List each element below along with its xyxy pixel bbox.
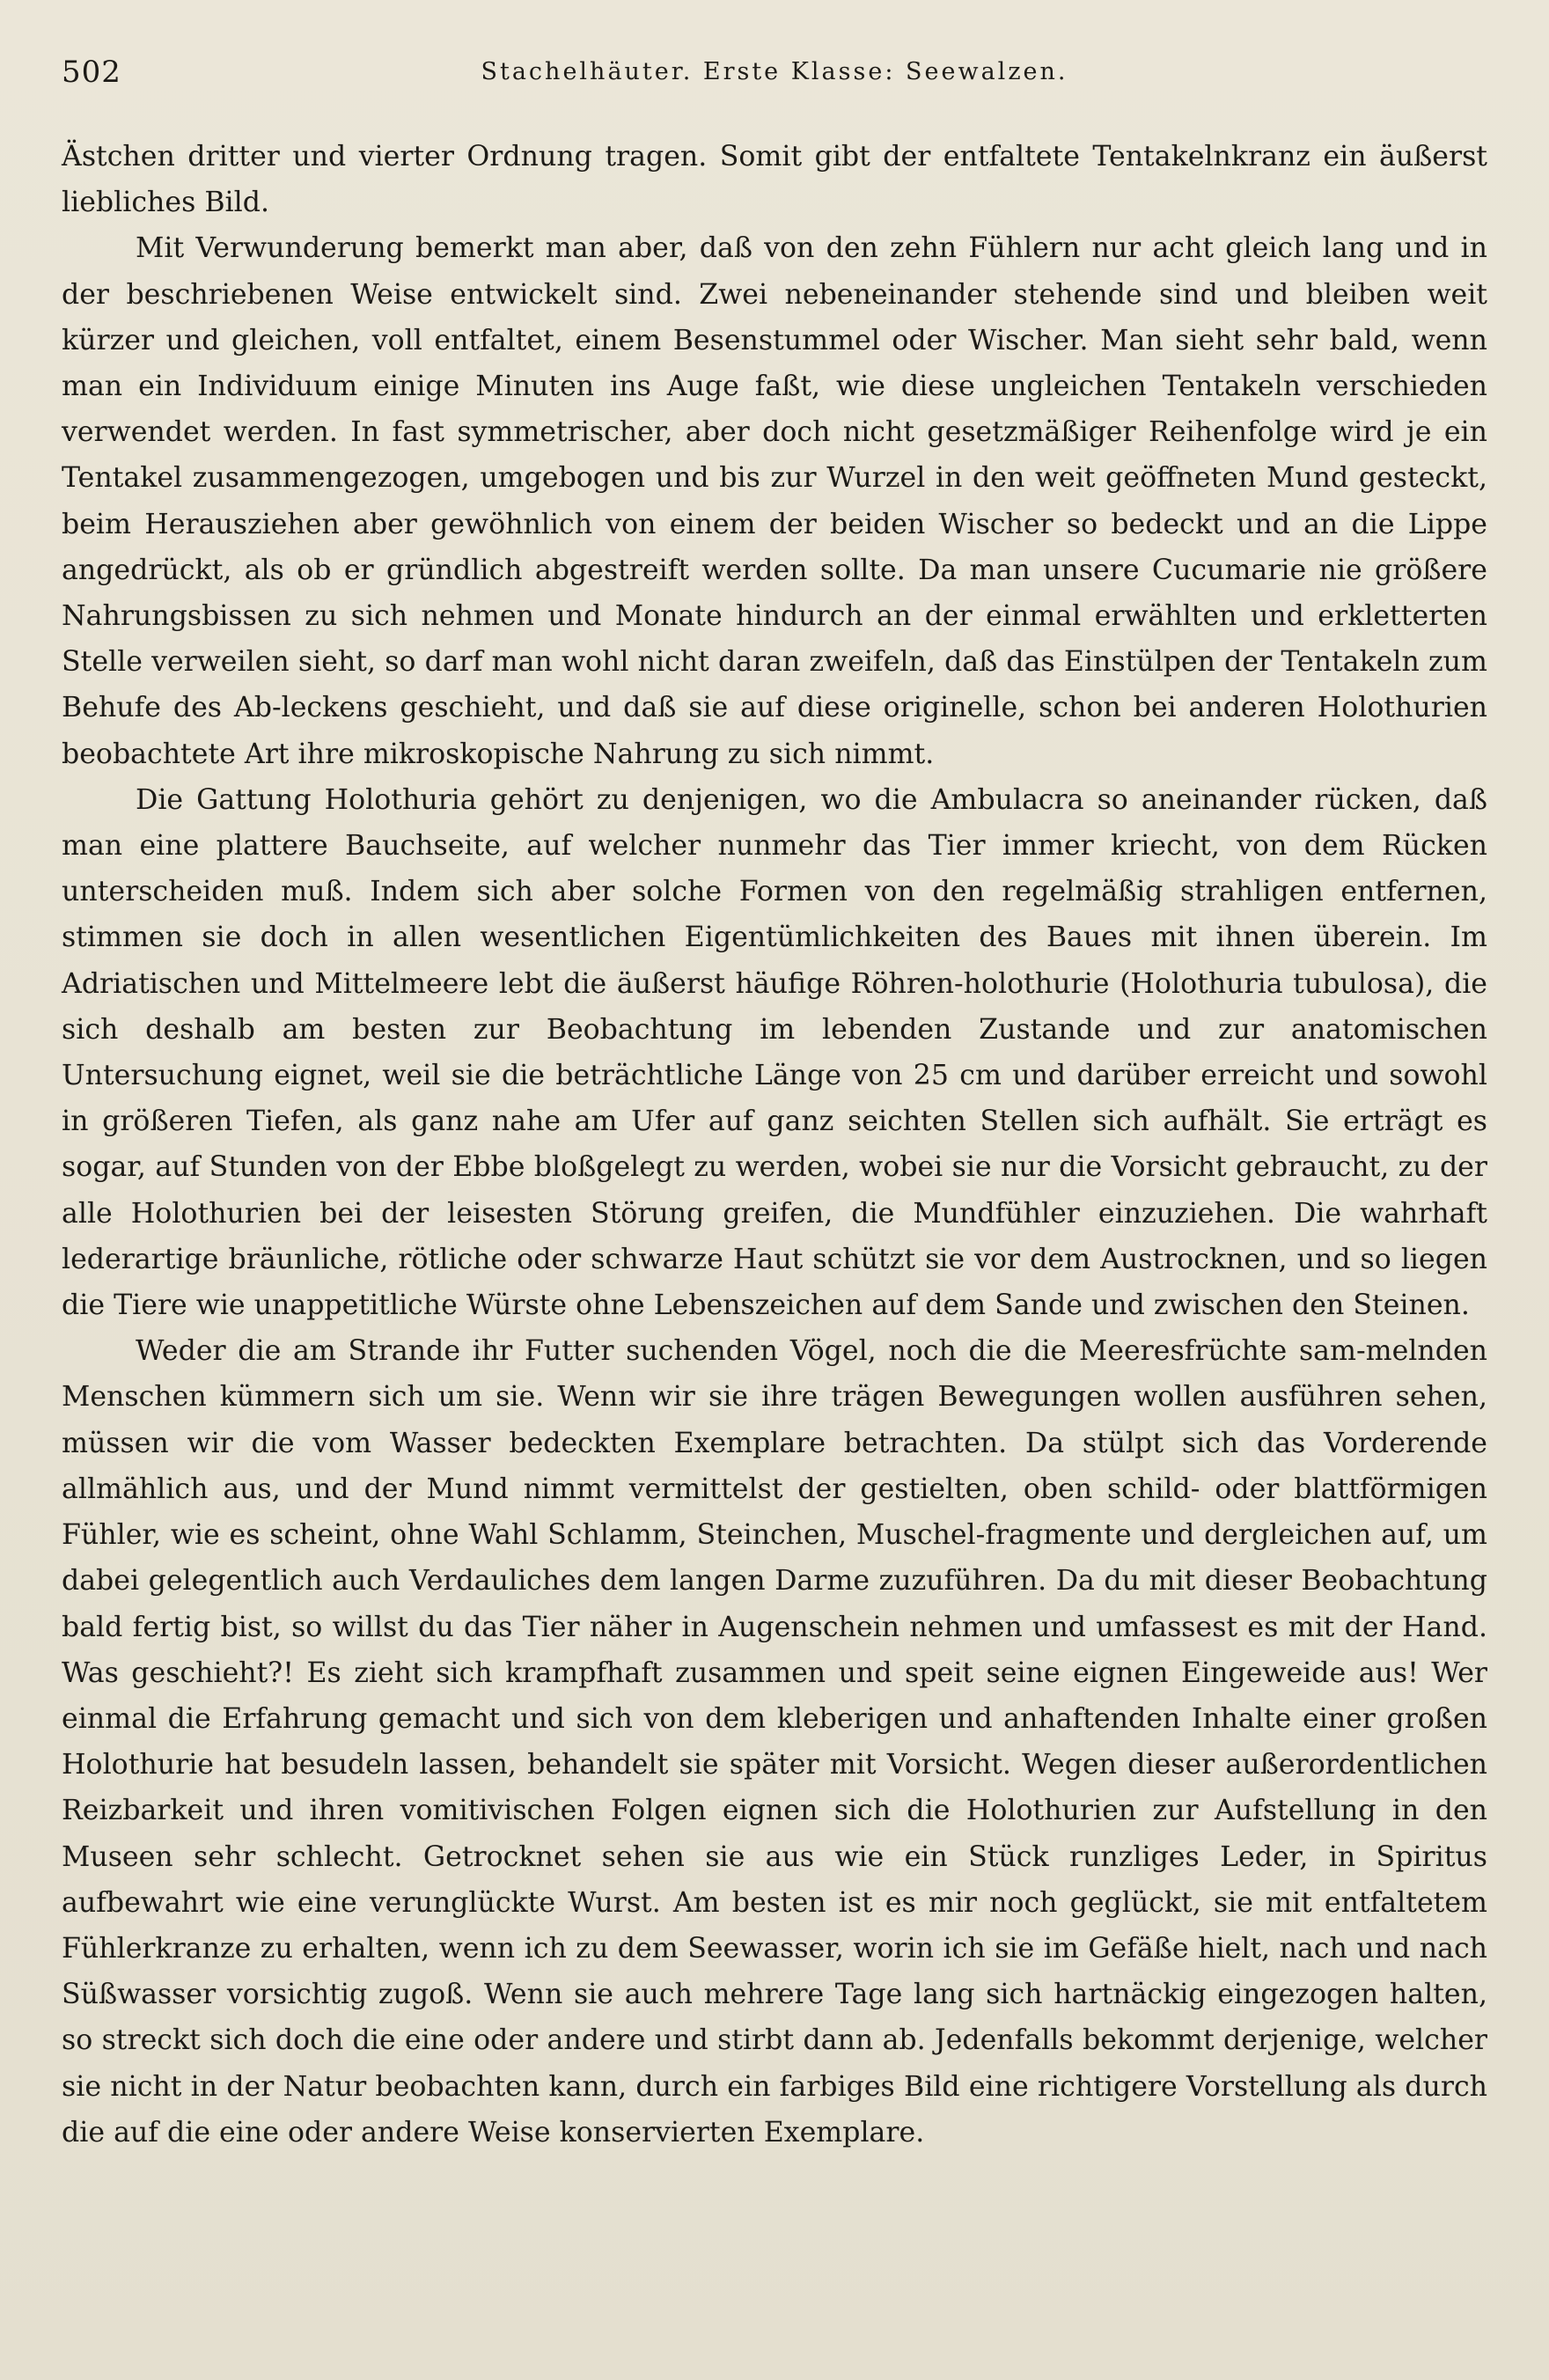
body-text (62, 134, 1487, 2156)
paragraph-behaviour: Weder die am Strande ihr Futter suchenden Vögel, noch die die Meeresfrüchte sam-melnden Menschen kümmern sich um sie. Wenn wir sie ihre trägen Bewegungen wollen ausführen sehen, müssen wir die vom Wasser bedeckten Exemplare betrachten. Da stülpt sich das Vorderende allmählich aus, und der Mund nimmt vermittelst der gestielten, oben schild- oder blattförmigen Fühler, wie es scheint, ohne Wahl Schlamm, Steinchen, Muschel-fragmente und dergleichen auf, um dabei gelegentlich auch Verdauliches dem langen Darme zuzuführen. Da du mit dieser Beobachtung bald fertig bist, so willst du das Tier näher in Augenschein nehmen und umfassest es mit der Hand. Was geschieht?! Es zieht sich krampfhaft zusammen und speit seine eignen Eingeweide aus! Wer einmal die Erfahrung gemacht und sich von dem kleberigen und anhaftenden Inhalte einer großen Holothurie hat besudeln lassen, behandelt sie später mit Vorsicht. Wegen dieser außerordentlichen Reizbarkeit und ihren vomitivischen Folgen eignen sich die Holothurien zur Aufstellung in den Museen sehr schlecht. Getrocknet sehen sie aus wie ein Stück runzliges Leder, in Spiritus aufbewahrt wie eine verunglückte Wurst. Am besten ist es mir noch geglückt, sie mit entfaltetem Fühlerkranze zu erhalten, wenn ich zu dem Seewasser, worin ich sie im Gefäße hielt, nach und nach Süßwasser vorsichtig zugoß. Wenn sie auch mehrere Tage lang sich hartnäckig eingezogen halten, so streckt sich doch die eine oder andere und stirbt dann ab. Jedenfalls bekommt derjenige, welcher sie nicht in der Natur beobachten kann, durch ein farbiges Bild eine richtigere Vorstellung als durch die auf die eine oder andere Weise konservierten Exemplare. (62, 1335, 1487, 2149)
page-number: 502 (62, 55, 121, 90)
paragraph-tentacles: Mit Verwunderung bemerkt man aber, daß von den zehn Fühlern nur acht gleich lang und in der beschriebenen Weise entwickelt sind. Zwei nebeneinander stehende sind und bleiben weit kürzer und gleichen, voll entfaltet, einem Besenstummel oder Wischer. Man sieht sehr bald, wenn man ein Individuum einige Minuten ins Auge faßt, wie diese ungleichen Tentakeln verschieden verwendet werden. In fast symmetrischer, aber doch nicht gesetzmäßiger Reihenfolge wird je ein Tentakel zusammengezogen, umgebogen und bis zur Wurzel in den weit geöffneten Mund gesteckt, beim Herausziehen aber gewöhnlich von einem der beiden Wischer so bedeckt und an die Lippe angedrückt, als ob er gründlich abgestreift werden sollte. Da man unsere Cucumarie nie größere Nahrungsbissen zu sich nehmen und Monate hindurch an der einmal erwählten und erkletterten Stelle verweilen sieht, so darf man wohl nicht daran zweifeln, daß das Einstülpen der Tentakeln zum Behufe des Ab-leckens geschieht, und daß sie auf diese originelle, schon bei anderen Holothurien beobachtete Art ihre mikroskopische Nahrung zu sich nimmt. (62, 232, 1487, 770)
running-head: Stachelhäuter. Erste Klasse: Seewalzen. (481, 58, 1068, 85)
paragraph-holothuria: Die Gattung Holothuria gehört zu denjenigen, wo die Ambulacra so aneinander rücken, daß man eine plattere Bauchseite, auf welcher nunmehr das Tier immer kriecht, von dem Rücken unterscheiden muß. Indem sich aber solche Formen von den regelmäßig strahligen entfernen, stimmen sie doch in allen wesentlichen Eigentümlichkeiten des Baues mit ihnen überein. Im Adriatischen und Mittelmeere lebt die äußerst häufige Röhren-holothurie (Holothuria tubulosa), die sich deshalb am besten zur Beobachtung im lebenden Zustande und zur anatomischen Untersuchung eignet, weil sie die beträchtliche Länge von 25 cm und darüber erreicht und sowohl in größeren Tiefen, als ganz nahe am Ufer auf ganz seichten Stellen sich aufhält. Sie erträgt es sogar, auf Stunden von der Ebbe bloßgelegt zu werden, wobei sie nur die Vorsicht gebraucht, zu der alle Holothurien bei der leisesten Störung greifen, die Mundfühler einzuziehen. Die wahrhaft lederartige bräunliche, rötliche oder schwarze Haut schützt sie vor dem Austrocknen, und so liegen die Tiere wie unappetitliche Würste ohne Lebenszeichen auf dem Sande und zwischen den Steinen. (62, 783, 1487, 1322)
page-header (62, 49, 1487, 134)
paragraph-continued: Ästchen dritter und vierter Ordnung tragen. Somit gibt der entfaltete Tentakelnkranz ein äußerst liebliches Bild. (62, 141, 1487, 219)
